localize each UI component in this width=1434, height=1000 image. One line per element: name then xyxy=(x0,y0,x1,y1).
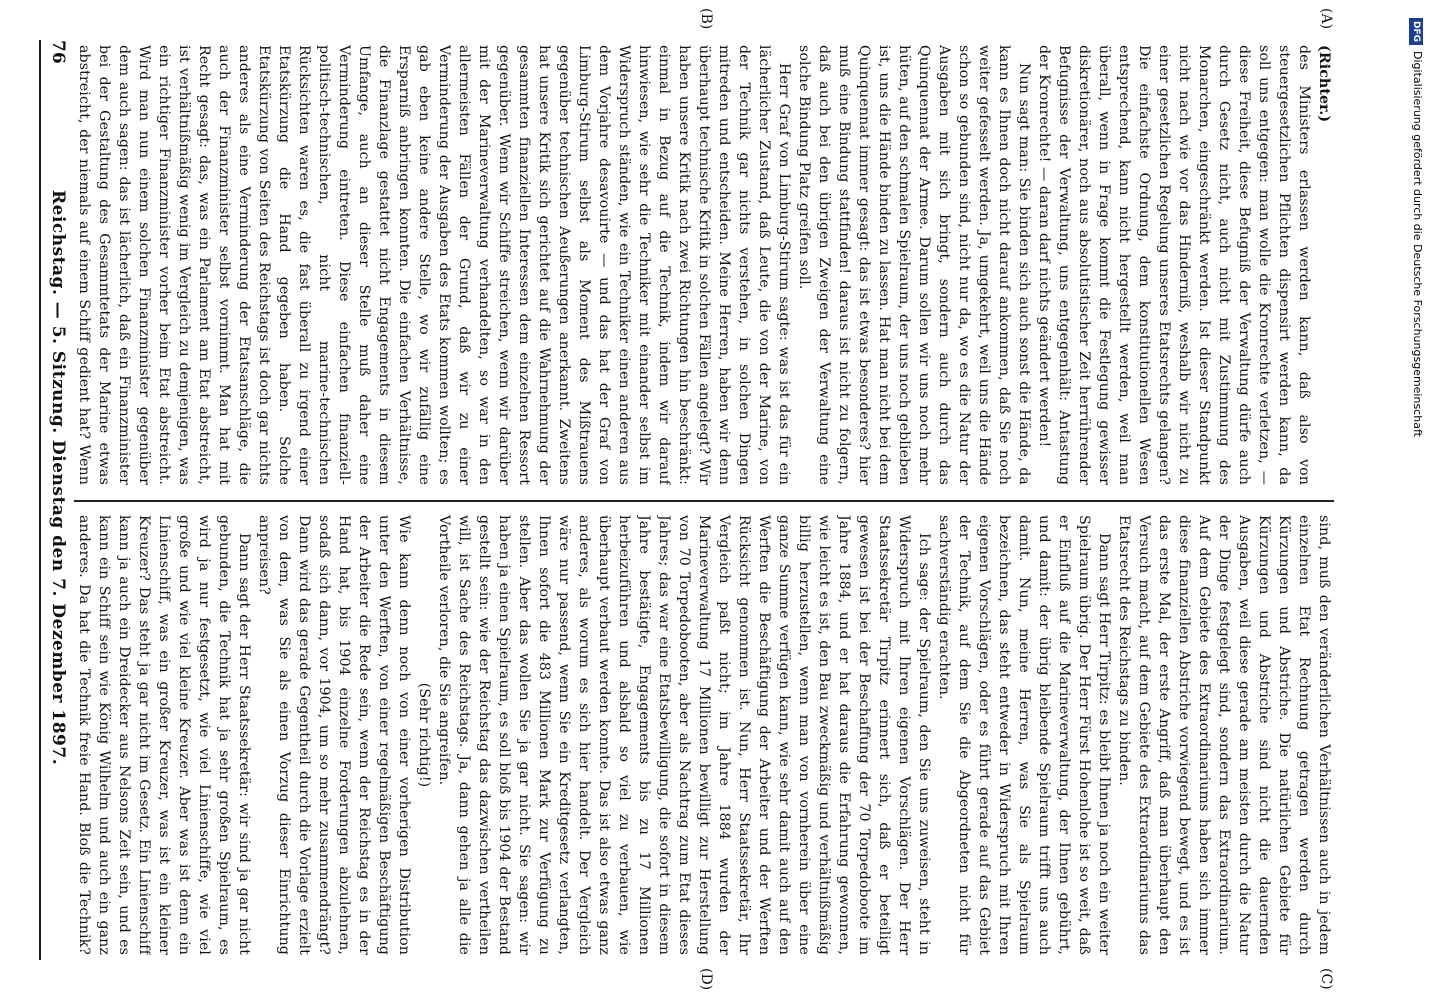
paragraph: Ich sage: der Spielraum, den Sie uns zuweisen, steht in Widerspruch mit Ihren eigenen Vorschlägen. Der Herr Staatssekretär Tirpitz erinnert sich, daß er beteiligt gewesen ist bei der Beschaffung der 70 Torpedoboote im Jahre 1884, und er hat daraus die Erfahrung gewonnen, wie leicht es ist, den Bau zweckmäßig und verhältnißmäßig billig herzustellen, wenn man von vornherein über eine ganze Summe verfügen kann, wie sehr damit auch auf den Werften die Beschäftigung der Arbeiter und der Werften Rücksicht genommen ist. Nun, Herr Staatssekretär, Ihr Vergleich paßt nicht; im Jahre 1884 wurden der Marineverwaltung 17 Millionen bewilligt zur Herstellung von 70 Torpedobooten, aber als Nachtrag zum Etat dieses Jahres; das war eine Etatsbewilligung, die sofort in diesem Jahre bestätigte, Engagements bis zu 17 Millionen herbeizuführen und alsbald so viel zu verbauen, wie überhaupt verbaut werden konnte. Das ist also etwas ganz anderes, als worum es sich hier handelt. Der Vergleich wäre nur passend, wenn Sie ein Kreditgesetz verlangten, Ihnen sofort die 483 Millionen Mark zur Verfügung zu stellen. Aber das wollen Sie ja gar nicht. Sie sagen: wir haben ja einen Spielraum, es soll bloß bis 1904 der Bestand gestellt sein: wie der Reichstag das dazwischen vertheilen will, ist Sache des Reichstags. Ja, dann gehen ja alle die Vortheile verloren, die Sie angreifen. xyxy=(436,515,932,955)
right-column xyxy=(74,515,1334,955)
paragraph: Nun sagt man: Sie binden sich auch sonst die Hände, da kann es Ihnen doch nicht darauf ankommen, daß Sie noch weiter gefesselt werden. Ja, umgekehrt, weil uns die Hände schon so gebunden sind, nicht nur da, wo es die Natur der Ausgaben mit sich bringt, sondern auch durch das Quinquennat der Armee. Darum sollen wir uns noch mehr hüten, auf den schmalen Spielraum, der uns noch geblieben ist, uns die Hände binden zu lassen. Hat man nicht bei dem Quinquennat immer gesagt: das ist etwas besonderes? hier muß eine Bindung stattfinden! daraus ist nicht zu folgern, daß auch bei den übrigen Zweigen der Verwaltung eine solche Bindung Platz greifen soll. xyxy=(796,45,1032,485)
margin-marker-a: (A) xyxy=(1318,8,1334,30)
paragraph: sind, muß den veränderlichen Verhältnissen auch in jedem einzelnen Etat Rechnung getragen werden durch Kürzungen und Abstriche. Die natürlichen Gebiete für Kürzungen und Abstriche sind nicht die dauernden Ausgaben, weil diese gerade am meisten durch die Natur der Dinge festgelegt sind, sondern das Extraordinarium. Auf dem Gebiete des Extraordinariums haben sich immer diese finanziellen Abstriche vorwiegend bewegt, und es ist das erste Mal, der erste Angriff, daß man überhaupt den Versuch macht, auf dem Gebiete des Extraordinariums das Etatsrecht des Reichstags zu binden. xyxy=(1116,515,1332,955)
paragraph: des Ministers erlassen werden kann, daß also von steuergesetzlichen Pflichten dispensirt werden kann, da soll uns entgegen: man wolle die Kronrechte verletzen, — diese Freiheit, diese Befugniß der Verwaltung dürfe auch durch Gesetz nicht, auch nicht mit Zustimmung des Monarchen, eingeschränkt werden. Ist dieser Standpunkt nicht nach wie vor das Hinderniß, weshalb wir nicht zu einer gesetzlichen Regelung unseres Etatsrechts gelangen? Die einfachste Ordnung, dem konstitutionellen Wesen entsprechend, kann nicht hergestellt werden, weil man überall, wenn in Frage kommt die Festlegung gewisser diskretionärer, noch aus absolutistischer Zeit herrührender Befugnisse der Verwaltung, uns entgegenhält: Antastung der Kronrechte! — daran darf nichts geändert werden! xyxy=(1036,45,1312,485)
interjection: (Sehr richtig!) xyxy=(416,682,432,788)
header-rule xyxy=(40,40,42,960)
dfg-logo: DFG xyxy=(1409,18,1423,45)
margin-marker-c: (C) xyxy=(1318,968,1334,990)
paragraph: Wie kann denn noch von einer vorherigen Distribution unter den Werften, von einer regelmäßigen Beschäftigung der Arbeiter die Rede sein, wenn der Reichstag es in der Hand hat, bis 1904 einzelne Forderungen abzulehnen, sodaß sich dann, vor 1904, um so mehr zusammendrängt? Dann wird das gerade Gegentheil durch die Vorlage erzielt von dem, was Sie als einen Vorzug dieser Einrichtung anpreisen? xyxy=(256,515,412,955)
page-header xyxy=(44,40,68,960)
margin-marker-d: (D) xyxy=(698,968,714,991)
left-column xyxy=(74,45,1334,485)
speaker-label: (Richter.) xyxy=(1316,45,1332,123)
watermark-text: Digitalisierung gefördert durch die Deutsche Forschungsgemeinschaft xyxy=(1411,51,1424,437)
column-divider xyxy=(74,500,1334,502)
paragraph: Herr Graf von Limburg-Stirum sagte: was ist das für ein lächerlicher Zustand, daß Leute, die von der Marine, von der Technik gar nichts verstehen, in solchen Dingen mitreden und entscheiden. Meine Herren, haben wir denn überhaupt technische Kritik in solchen Fällen angelegt? Wir haben unsere Kritik nach zwei Richtungen hin beschränkt: einmal in Bezug auf die Technik, indem wir darauf hinwiesen, wie sehr die Techniker mit einander selbst im Widerspruch ständen, wie ein Techniker einen anderen aus dem Vorjahre desavouirte — und das hat der Graf von Limburg-Stirum selbst als Moment des Mißtrauens gegenüber technischen Aeußerungen anerkannt. Zweitens hat unsere Kritik sich gerichtet auf die Wahrnehmung der gesammten finanziellen Interessen dem einzelnen Ressort gegenüber. Wenn wir Schiffe streichen, wenn wir darüber mit der Marineverwaltung verhandelten, so war in den allermeisten Fällen der Grund, daß wir zu einer Verminderung der Ausgaben des Etats kommen wollten; es gab eben keine andere Stelle, wo wir zufällig eine Ersparniß anbringen konnten. Die einfachen Verhältnisse, die Finanzlage gestattet nicht Engagements in diesem Umfange, auch an dieser Stelle muß daher eine Verminderung eintreten. Diese einfachen finanziell-politisch-technischen, nicht marine-technischen Rücksichten waren es, die fast überall zu irgend einer Etatskürzung die Hand gegeben haben. Solche Etatskürzung von Seiten des Reichstags ist doch gar nichts anderes als eine Verminderung der Etatsanschläge, die auch der Finanzminister selbst vornimmt. Man hat mit Recht gesagt: das, was ein Parlament am Etat abstreicht, ist verhältnißmäßig wenig im Vergleich zu demjenigen, was ein richtiger Finanzminister vorher beim Etat abstreicht. Wird man nun einem solchen Finanzminister gegenüber dem auch sagen: das ist lächerlich, daß ein Finanzminister bei der Gestaltung des Gesammtetats der Marine etwas abstreicht, der niemals auf einem Schiff gedient hat? Wenn xyxy=(76,45,792,485)
page-title: Reichstag. — 5. Sitzung. Dienstag den 7. Dezember 1897. xyxy=(48,190,68,766)
paragraph: Dann sagt Herr Tirpitz: es bleibt Ihnen ja noch ein weiter Spielraum übrig. Der Herr Fürst Hohenlohe ist so weit, daß er Einfluß auf die Marineverwaltung, der Ihnen gebührt, und damit: der übrig bleibende Spielraum trifft uns auch damit. Nun, meine Herren, was Sie als Spielraum bezeichnen, das steht entweder in Widerspruch mit Ihren eigenen Vorschlägen, oder es führt gerade auf das Gebiet der Technik, auf dem Sie die Abgeordneten nicht für sachverständig erachten. xyxy=(936,515,1112,955)
paragraph: Dann sagt der Herr Staatssekretär: wir sind ja gar nicht gebunden, die Technik hat ja sehr großen Spielraum, es wird ja nur festgesetzt, wie viel Linienschiffe, wie viel große und wie viel kleine Kreuzer. Aber was ist denn ein Linienschiff, was ein großer Kreuzer, was ist ein kleiner Kreuzer? Das steht ja gar nicht im Gesetz. Ein Linienschiff kann ja auch ein Dreidecker aus Nelsons Zeit sein, und es kann ein Schiff sein wie König Wilhelm und auch ein ganz anderes. Da hat die Technik freie Hand. Bloß die Technik? xyxy=(76,515,252,955)
page-number: 76 xyxy=(48,40,68,64)
margin-marker-b: (B) xyxy=(698,8,714,30)
